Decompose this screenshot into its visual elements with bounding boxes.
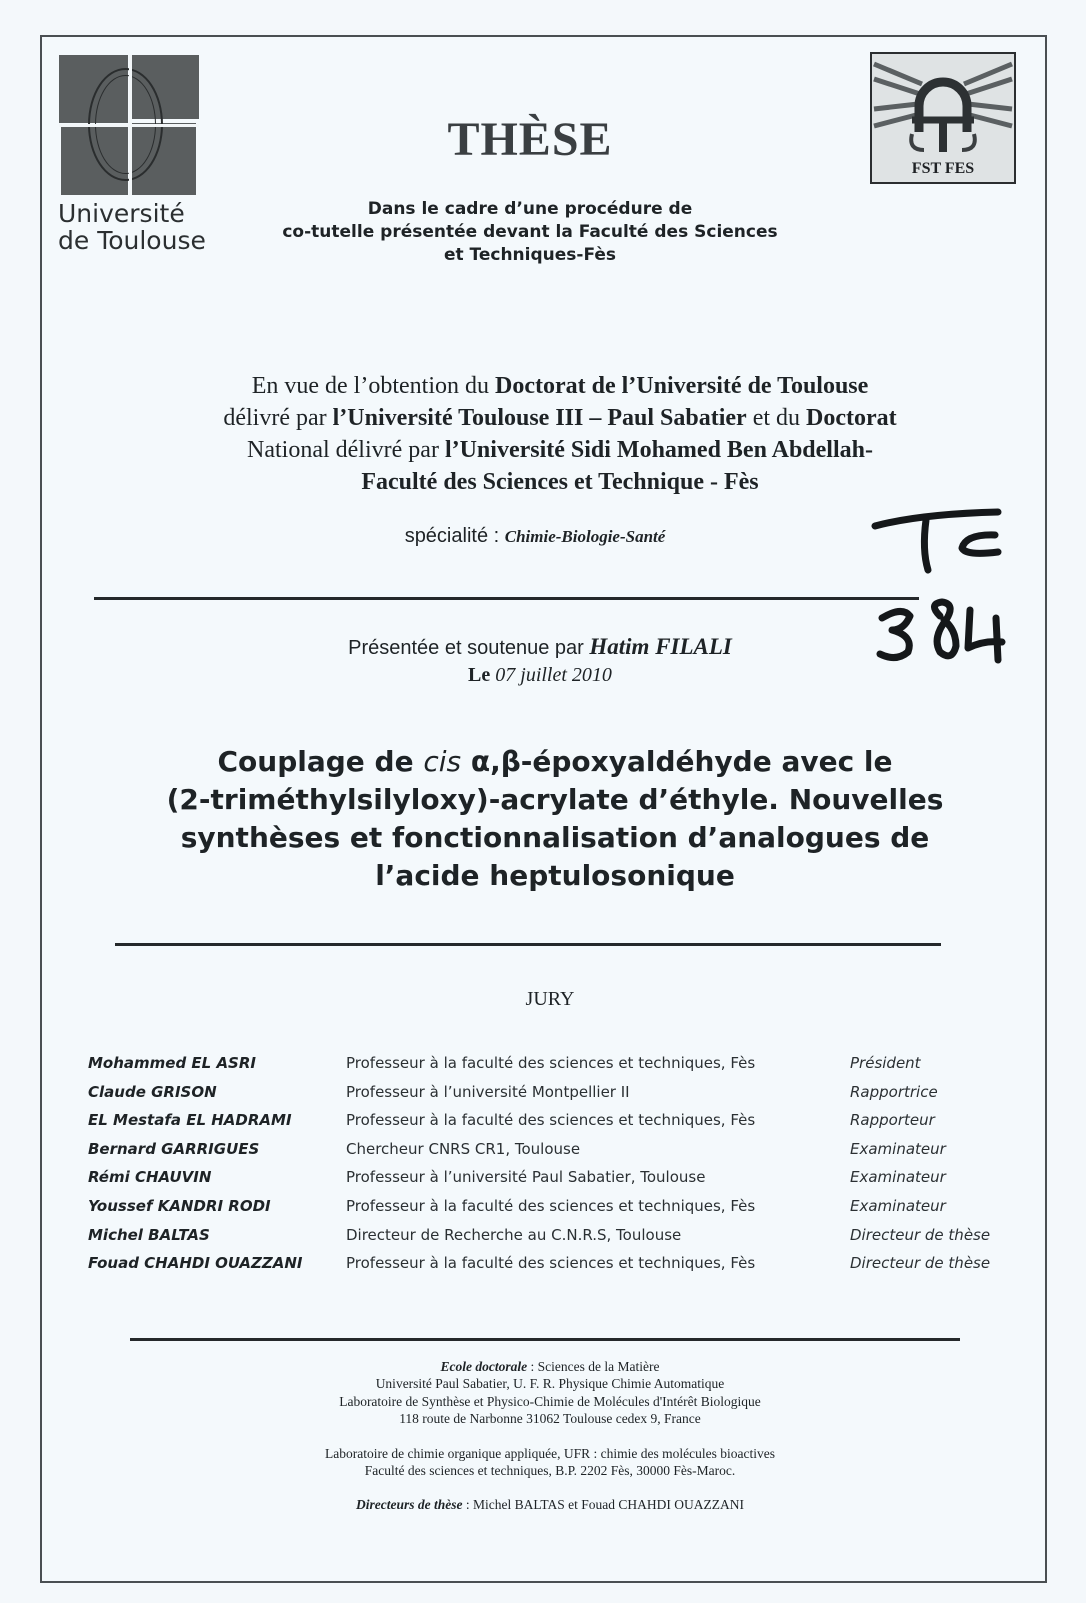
jury-member-role: Examinateur <box>850 1139 946 1158</box>
degree-statement: En vue de l’obtention du Doctorat de l’Université de Toulouse délivré par l’Université Toulouse III – Paul Sabatier et du Doctorat National délivré par l’Université Sidi Mohamed Ben Abdellah- Faculté des Sciences et Technique - Fès <box>223 373 897 495</box>
jury-member-name: Michel BALTAS <box>88 1225 210 1244</box>
presenter-line: Présentée et soutenue par Hatim FILALI <box>348 634 732 659</box>
document-type-title: THÈSE <box>447 113 613 166</box>
jury-member-row <box>88 1226 1038 1255</box>
jury-member-name: EL Mestafa EL HADRAMI <box>88 1111 292 1130</box>
jury-member-name: Bernard GARRIGUES <box>88 1139 260 1158</box>
jury-member-row <box>88 1054 1038 1083</box>
jury-member-name: Fouad CHAHDI OUAZZANI <box>88 1254 303 1273</box>
jury-member-row <box>88 1197 1038 1226</box>
handwritten-call-number <box>870 490 1030 670</box>
fst-fes-logo: FST FES <box>870 52 1016 184</box>
jury-member-role: Rapportrice <box>850 1082 938 1101</box>
jury-member-role: Rapporteur <box>850 1111 935 1130</box>
directeurs-label: Directeurs de thèse <box>355 1497 463 1513</box>
jury-member-affiliation: Professeur à l’université Paul Sabatier, Toulouse <box>346 1168 706 1187</box>
cotutelle-statement: Dans le cadre d’une procédure de co-tutelle présentée devant la Faculté des Sciences et Techniques-Fès <box>282 199 778 265</box>
jury-table <box>88 1054 1038 1283</box>
universite-toulouse-logo <box>59 55 199 195</box>
jury-member-affiliation: Professeur à la faculté des sciences et techniques, Fès <box>346 1254 756 1273</box>
jury-member-role: Directeur de thèse <box>850 1225 991 1244</box>
specialite-label: spécialité : <box>404 525 505 547</box>
jury-member-row <box>88 1254 1038 1283</box>
jury-member-row <box>88 1168 1038 1197</box>
specialite-value: Chimie-Biologie-Santé <box>504 527 666 546</box>
universite-toulouse-wordmark: Université de Toulouse <box>58 199 206 255</box>
jury-member-role: Directeur de thèse <box>850 1254 991 1273</box>
jury-member-row <box>88 1111 1038 1140</box>
jury-member-row <box>88 1140 1038 1169</box>
jury-member-name: Youssef KANDRI RODI <box>88 1196 271 1215</box>
jury-member-affiliation: Directeur de Recherche au C.N.R.S, Toulouse <box>346 1225 682 1244</box>
divider-middle <box>115 943 941 946</box>
jury-member-row <box>88 1083 1038 1112</box>
jury-member-name: Mohammed EL ASRI <box>88 1054 256 1072</box>
jury-member-affiliation: Professeur à la faculté des sciences et techniques, Fès <box>346 1054 756 1072</box>
jury-member-name: Claude GRISON <box>88 1082 217 1101</box>
defense-date: Le 07 juillet 2010 <box>468 664 612 686</box>
jury-member-name: Rémi CHAUVIN <box>88 1168 212 1187</box>
jury-member-role: Président <box>850 1054 921 1072</box>
jury-member-affiliation: Professeur à la faculté des sciences et techniques, Fès <box>346 1196 756 1215</box>
divider-top <box>94 597 919 600</box>
ecole-doctorale-label: Ecole doctorale <box>440 1359 528 1374</box>
divider-bottom <box>130 1338 960 1341</box>
jury-member-role: Examinateur <box>850 1168 946 1187</box>
author-name: Hatim FILALI <box>589 634 732 659</box>
jury-heading: JURY <box>525 988 575 1010</box>
jury-member-affiliation: Chercheur CNRS CR1, Toulouse <box>346 1139 581 1158</box>
jury-member-affiliation: Professeur à l’université Montpellier II <box>346 1082 630 1101</box>
footer-affiliations: Ecole doctorale : Sciences de la Matière Université Paul Sabatier, U. F. R. Physique Chimie Automatique Laboratoire de Synthèse et Physico-Chimie de Molécules d'Intérêt Biologique 118 route de Narbonne 31062 Toulouse cedex 9, France Laboratoire de chimie organique appliquée, UFR : chimie des molécules bioactives Faculté des sciences et techniques, B.P. 2202 Fès, 30000 Fès-Maroc. Directeurs de thèse : Michel BALTAS et Fouad CHAHDI OUAZZANI <box>325 1359 775 1513</box>
jury-member-affiliation: Professeur à la faculté des sciences et techniques, Fès <box>346 1111 756 1130</box>
jury-member-role: Examinateur <box>850 1196 946 1215</box>
thesis-title: Couplage de cis α,β-époxyaldéhyde avec le (2-triméthylsilyloxy)-acrylate d’éthyle. Nouvelles synthèses et fonctionnalisation d’analogues de l’acide heptulosonique <box>166 745 944 892</box>
specialite <box>200 525 870 548</box>
